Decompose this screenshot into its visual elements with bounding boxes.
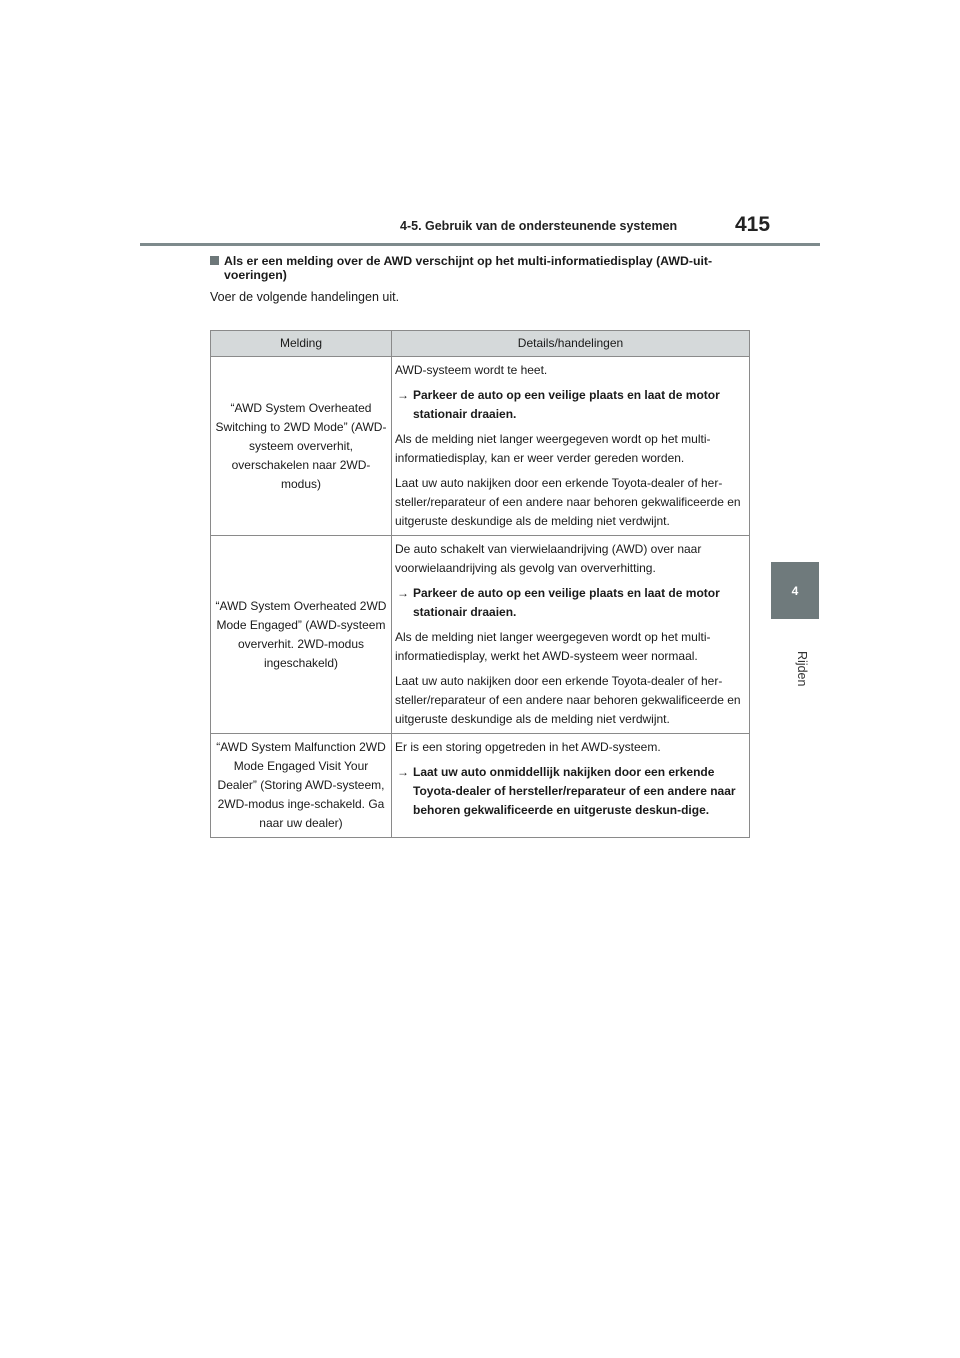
- details-text: Als de melding niet langer weergegeven wordt op het multi-informatiedisplay, kan er weer verder gereden worden.: [395, 432, 711, 465]
- table-row: [211, 536, 750, 734]
- action-item: [395, 386, 745, 424]
- section-heading-text: Als er een melding over de AWD verschijnt op het multi-informatiedisplay (AWD-uit-voeringen): [224, 254, 713, 282]
- column-header-details: Details/handelingen: [392, 331, 750, 357]
- table-header-row: [211, 331, 750, 357]
- details-cell: [392, 357, 750, 536]
- action-item: [395, 763, 745, 820]
- details-text: Als de melding niet langer weergegeven wordt op het multi-informatiedisplay, werkt het AWD-systeem weer normaal.: [395, 630, 711, 663]
- details-text: Laat uw auto nakijken door een erkende Toyota-dealer of her-steller/reparateur of een andere naar behoren gekwalificeerde en uitgeruste deskundige als de melding niet verdwijnt.: [395, 476, 741, 528]
- details-text: Er is een storing opgetreden in het AWD-systeem.: [395, 740, 661, 754]
- details-text: De auto schakelt van vierwielaandrijving (AWD) over naar voorwielaandrijving als gevolg van oververhitting.: [395, 542, 702, 575]
- header-section-title: 4-5. Gebruik van de ondersteunende systemen: [400, 219, 678, 233]
- chapter-tab: [771, 562, 819, 619]
- column-header-message: Melding: [211, 331, 392, 357]
- arrow-icon: →: [397, 586, 409, 600]
- page-number: 415: [735, 213, 771, 236]
- details-cell: [392, 536, 750, 734]
- action-item: [395, 584, 745, 622]
- action-text: Laat uw auto onmiddellijk nakijken door een erkende Toyota-dealer of hersteller/reparateur of een andere naar behoren gekwalificeerde en uitgeruste deskun-dige.: [413, 765, 736, 817]
- arrow-icon: →: [397, 388, 409, 402]
- intro-text: Voer de volgende handelingen uit.: [210, 290, 400, 304]
- arrow-icon: →: [397, 765, 409, 779]
- details-text: Laat uw auto nakijken door een erkende Toyota-dealer of her-steller/reparateur of een andere naar behoren gekwalificeerde en uitgeruste deskundige als de melding niet verdwijnt.: [395, 674, 741, 726]
- details-text: AWD-systeem wordt te heet.: [395, 363, 548, 377]
- message-cell: “AWD System Overheated Switching to 2WD Mode” (AWD-systeem oververhit, overschakelen naar 2WD-modus): [211, 357, 392, 536]
- message-cell: “AWD System Overheated 2WD Mode Engaged” (AWD-systeem oververhit. 2WD-modus ingeschakeld): [211, 536, 392, 734]
- action-text: Parkeer de auto op een veilige plaats en laat de motor stationair draaien.: [413, 388, 720, 421]
- message-cell: “AWD System Malfunction 2WD Mode Engaged Visit Your Dealer” (Storing AWD-systeem, 2WD-modus inge-schakeld. Ga naar uw dealer): [211, 734, 392, 838]
- action-text: Parkeer de auto op een veilige plaats en laat de motor stationair draaien.: [413, 586, 720, 619]
- header-rule: [140, 243, 820, 246]
- message-table: [210, 330, 750, 838]
- table-row: [211, 357, 750, 536]
- chapter-number: 4: [791, 583, 799, 598]
- details-cell: [392, 734, 750, 838]
- table-row: [211, 734, 750, 838]
- square-bullet-icon: [210, 256, 219, 265]
- chapter-label: Rijden: [795, 651, 809, 687]
- section-heading: [210, 254, 750, 282]
